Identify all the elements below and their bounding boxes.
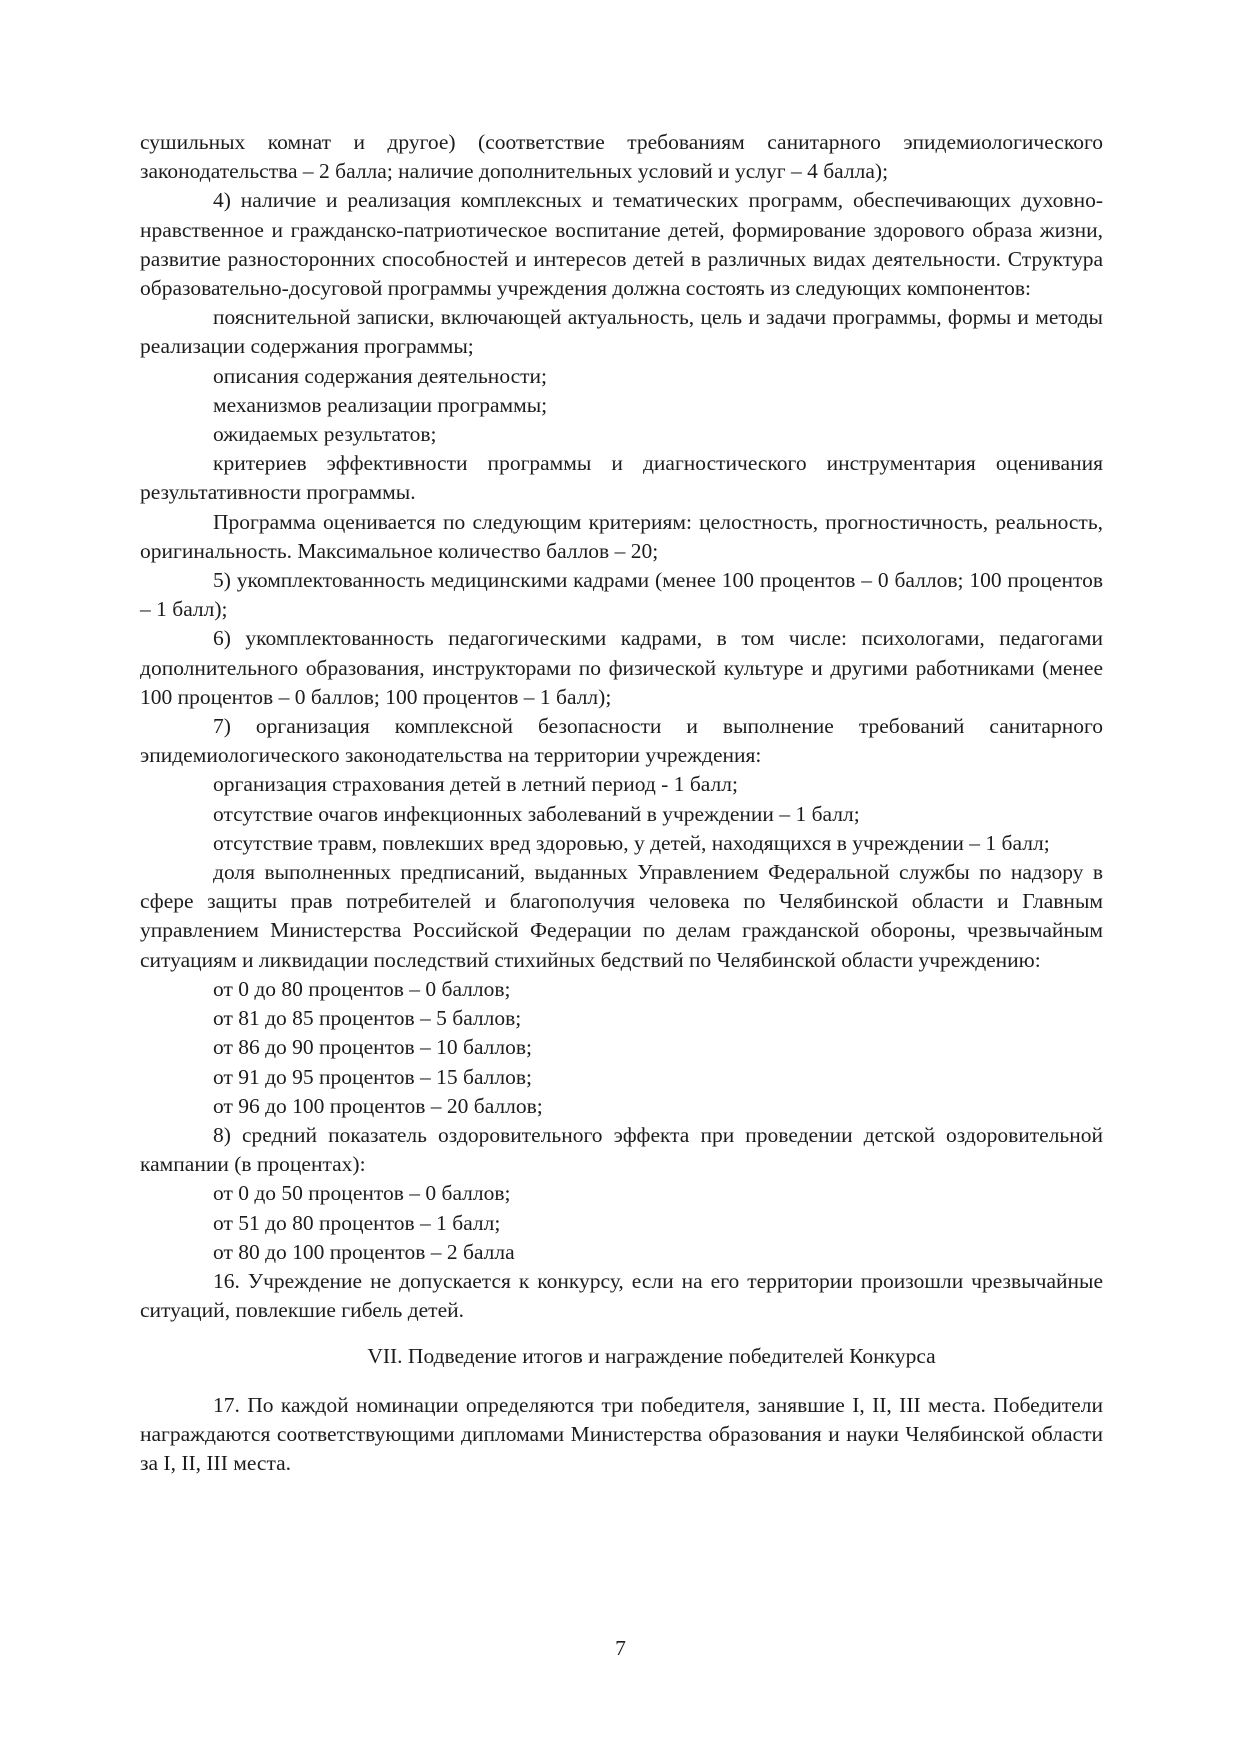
paragraph: 17. По каждой номинации определяются три победителя, занявшие I, II, III места. Победители награждаются соответствующими дипломами Министерства образования и науки Челябинской области за I, II, III места. bbox=[140, 1392, 1103, 1475]
paragraph: от 96 до 100 процентов – 20 баллов; bbox=[213, 1093, 543, 1118]
paragraph: описания содержания деятельности; bbox=[213, 363, 548, 388]
paragraph: критериев эффективности программы и диагностического инструментария оценивания результативности программы. bbox=[140, 451, 1103, 505]
paragraph: организация страхования детей в летний период - 1 балл; bbox=[213, 772, 738, 797]
section-heading: VII. Подведение итогов и награждение победителей Конкурса bbox=[367, 1344, 936, 1369]
page-number: 7 bbox=[615, 1636, 626, 1660]
paragraph: от 91 до 95 процентов – 15 баллов; bbox=[213, 1064, 533, 1089]
paragraph: сушильных комнат и другое) (соответствие требованиям санитарного эпидемиологического законодательства – 2 балла; наличие дополнительных условий и услуг – 4 балла); bbox=[140, 130, 1103, 184]
document-body bbox=[140, 128, 1103, 1325]
paragraph: от 80 до 100 процентов – 2 балла bbox=[213, 1239, 515, 1264]
paragraph: от 86 до 90 процентов – 10 баллов; bbox=[213, 1035, 533, 1060]
paragraph: 4) наличие и реализация комплексных и тематических программ, обеспечивающих духовно-нравственное и гражданско-патриотическое воспитание детей, формирование здорового образа жизни, развитие разносторонних способностей и интересов детей в различных видах деятельности. Структура образовательно-досуговой программы учреждения должна состоять из следующих компонентов: bbox=[140, 188, 1103, 301]
paragraph: 6) укомплектованность педагогическими кадрами, в том числе: психологами, педагогами дополнительного образования, инструкторами по физической культуре и другими работниками (менее 100 процентов – 0 баллов; 100 процентов – 1 балл); bbox=[140, 626, 1103, 709]
paragraph: 7) организация комплексной безопасности и выполнение требований санитарного эпидемиологического законодательства на территории учреждения: bbox=[140, 714, 1103, 768]
paragraph: 8) средний показатель оздоровительного эффекта при проведении детской оздоровительной кампании (в процентах): bbox=[140, 1122, 1103, 1177]
paragraph: 5) укомплектованность медицинскими кадрами (менее 100 процентов – 0 баллов; 100 процентов – 1 балл); bbox=[140, 568, 1103, 622]
paragraph: от 51 до 80 процентов – 1 балл; bbox=[213, 1210, 501, 1235]
document-page bbox=[140, 128, 1103, 1478]
paragraph: от 0 до 80 процентов – 0 баллов; bbox=[213, 976, 511, 1001]
paragraph: отсутствие очагов инфекционных заболеваний в учреждении – 1 балл; bbox=[213, 801, 860, 826]
paragraph: механизмов реализации программы; bbox=[213, 392, 548, 417]
paragraph: пояснительной записки, включающей актуальность, цель и задачи программы, формы и методы реализации содержания программы; bbox=[140, 305, 1103, 359]
paragraph: от 81 до 85 процентов – 5 баллов; bbox=[213, 1006, 522, 1031]
paragraph: 16. Учреждение не допускается к конкурсу, если на его территории произошли чрезвычайные ситуаций, повлекшие гибель детей. bbox=[140, 1268, 1103, 1323]
paragraph: доля выполненных предписаний, выданных Управлением Федеральной службы по надзору в сфере защиты прав потребителей и благополучия человека по Челябинской области и Главным управлением Министерства Российской Федерации по делам гражданской обороны, чрезвычайным ситуациям и ликвидации последствий стихийных бедствий по Челябинской области учреждению: bbox=[140, 860, 1103, 972]
paragraph: отсутствие травм, повлекших вред здоровью, у детей, находящихся в учреждении – 1 балл; bbox=[213, 830, 1050, 855]
paragraph: от 0 до 50 процентов – 0 баллов; bbox=[213, 1181, 511, 1206]
paragraph: Программа оценивается по следующим критериям: целостность, прогностичность, реальность, оригинальность. Максимальное количество баллов – 20; bbox=[140, 509, 1103, 563]
paragraph: ожидаемых результатов; bbox=[213, 422, 437, 447]
document-closing bbox=[140, 1391, 1103, 1479]
